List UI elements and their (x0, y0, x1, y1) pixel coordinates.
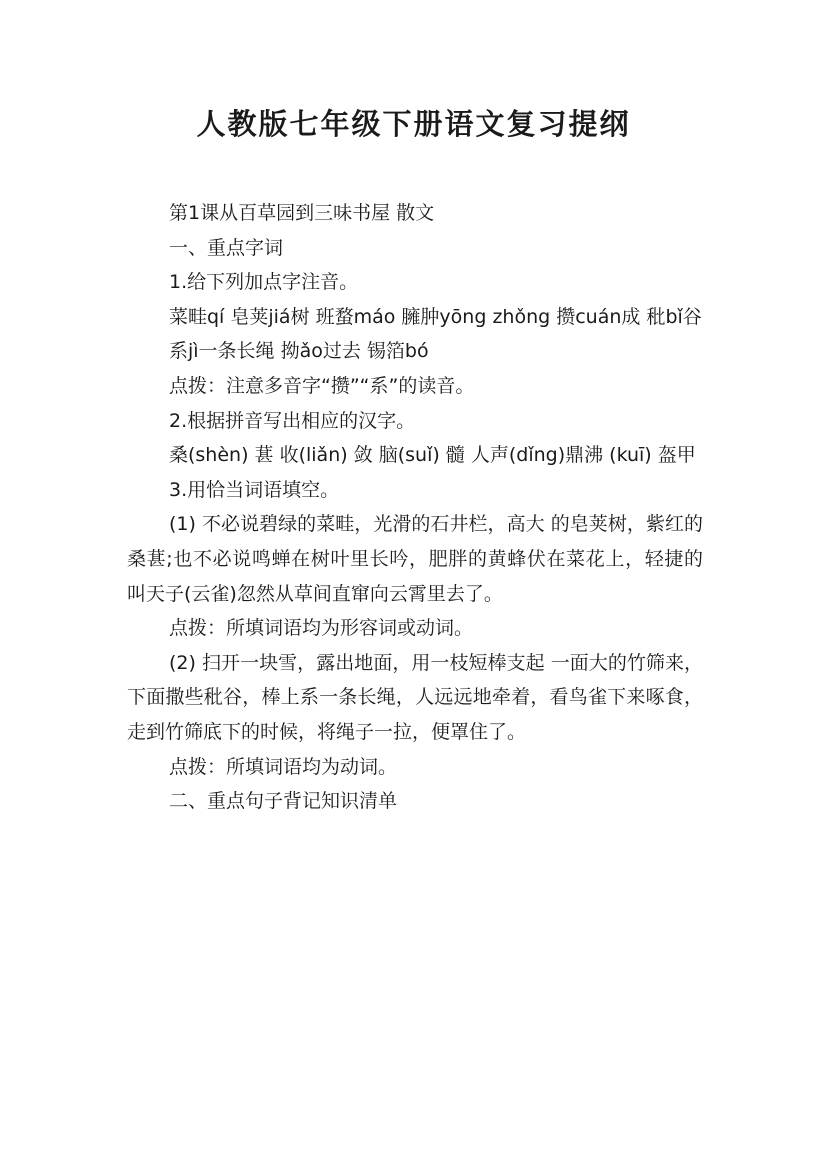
exercise-3-item-2: (2) 扫开一块雪，露出地面，用一枝短棒支起 一面大的竹筛来，下面撒些秕谷，棒上系一条长绳，人远远地牵着，看鸟雀下来啄食，走到竹筛底下的时候，将绳子一拉，便罩住了。 (127, 651, 703, 743)
section-heading-key-sentences: 二、重点句子背记知识清单 (169, 790, 398, 813)
exercise-1-line-1: 菜畦qí 皂荚jiá树 班蝥máo 臃肿yōng zhǒng 攒cuán成 秕bǐ谷 (169, 305, 702, 328)
exercise-3-prompt: 3.用恰当词语填空。 (169, 478, 340, 501)
exercise-1-prompt: 1.给下列加点字注音。 (169, 271, 359, 294)
exercise-2-prompt: 2.根据拼音写出相应的汉字。 (169, 409, 416, 432)
exercise-2-line: 桑(shèn) 葚 收(liǎn) 敛 脑(suǐ) 髓 人声(dǐng)鼎沸 (kuī) 盔甲 (169, 444, 696, 467)
section-heading-key-words: 一、重点字词 (169, 236, 284, 259)
exercise-1-line-2: 系jì一条长绳 拗ǎo过去 锡箔bó (169, 340, 429, 363)
lesson-heading: 第1课从百草园到三味书屋 散文 (169, 202, 435, 224)
tip-paragraph: 点拨：所填词语均为形容词或动词。 (169, 617, 474, 640)
document-body (127, 196, 703, 819)
tip-paragraph: 点拨：注意多音字“攒”“系”的读音。 (169, 374, 475, 397)
tip-paragraph: 点拨：所填词语均为动词。 (169, 755, 398, 778)
exercise-3-item-1: (1) 不必说碧绿的菜畦，光滑的石井栏，高大 的皂荚树，紫红的桑葚;也不必说鸣蝉在树叶里长吟，肥胖的黄蜂伏在菜花上，轻捷的叫天子(云雀)忽然从草间直窜向云霄里去了。 (127, 513, 703, 605)
page-title: 人教版七年级下册语文复习提纲 (196, 107, 631, 141)
